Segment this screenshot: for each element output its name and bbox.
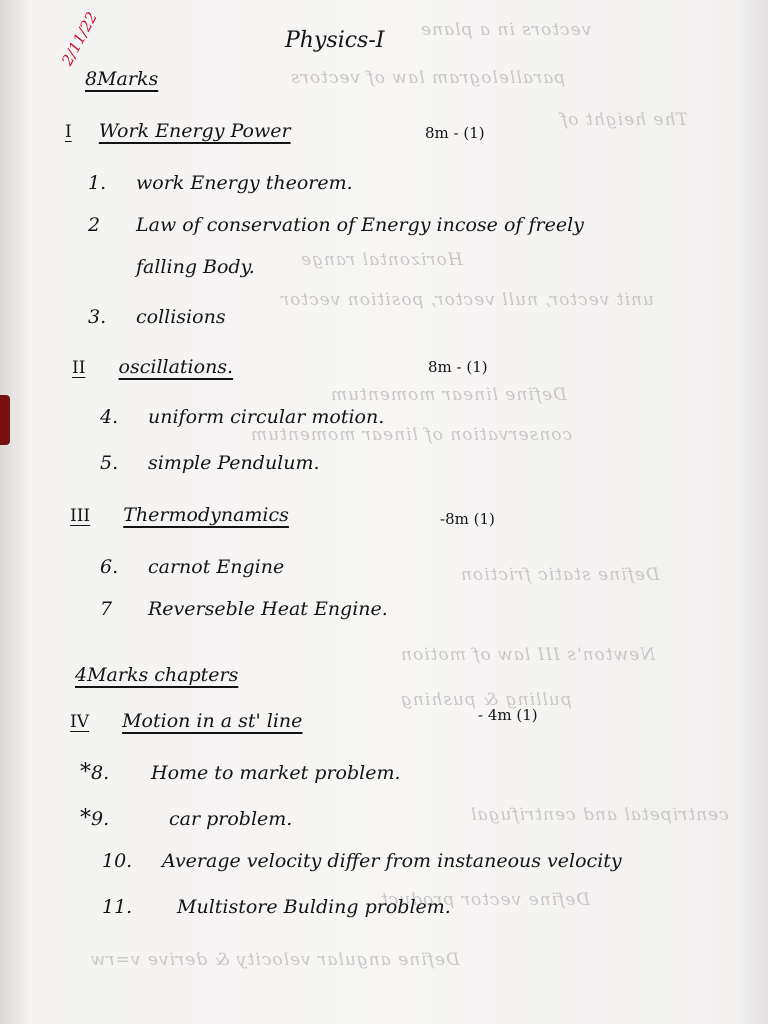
section-roman-numeral: II — [72, 358, 86, 378]
section-title: Work Energy Power — [98, 120, 291, 142]
heading-8-marks: 8Marks — [85, 68, 159, 90]
item-number: 11. — [102, 896, 133, 918]
section-header — [70, 504, 289, 526]
bleed-through-text: Define linear momentum — [330, 385, 567, 405]
bleed-through-text: The height of — [560, 110, 688, 130]
item-number: 8. — [91, 762, 110, 784]
section-title: Thermodynamics — [123, 504, 289, 526]
list-item — [80, 760, 401, 785]
item-number: 7 — [100, 598, 113, 620]
bleed-through-text: Horizontal range — [300, 250, 463, 270]
section-roman-numeral: I — [65, 122, 72, 142]
bleed-through-text: pulling & pushing — [400, 690, 572, 710]
item-number: 2 — [88, 214, 101, 236]
bleed-through-text: parallelogram law of vectors — [290, 68, 566, 88]
bleed-through-text: Define static friction — [460, 565, 660, 585]
section-marks: 8m - (1) — [428, 358, 488, 376]
list-item — [102, 896, 451, 918]
item-number: 5. — [100, 452, 119, 474]
item-text: collisions — [136, 306, 226, 328]
section-title: oscillations. — [118, 356, 234, 378]
bleed-through-text: unit vector, null vector, position vector — [280, 290, 654, 310]
section-header — [70, 710, 302, 732]
section-header — [72, 356, 233, 378]
list-item — [88, 214, 584, 236]
item-text: uniform circular motion. — [148, 406, 385, 428]
item-number: 9. — [91, 808, 110, 830]
section-marks: 8m - (1) — [425, 124, 485, 142]
item-text: falling Body. — [136, 256, 255, 278]
item-text: Average velocity differ from instaneous velocity — [162, 850, 622, 872]
item-number: 1. — [88, 172, 107, 194]
item-text: simple Pendulum. — [148, 452, 320, 474]
page-title: Physics-I — [285, 28, 385, 53]
bleed-through-text: vectors in a plane — [420, 20, 592, 40]
item-number: 10. — [102, 850, 133, 872]
item-text: work Energy theorem. — [136, 172, 353, 194]
star-mark: * — [80, 760, 91, 785]
item-text: car problem. — [169, 808, 293, 830]
heading-4-marks: 4Marks chapters — [75, 664, 239, 686]
list-item — [88, 256, 255, 278]
list-item — [100, 452, 320, 474]
list-item — [100, 598, 388, 620]
item-number: 3. — [88, 306, 107, 328]
item-text: carnot Engine — [148, 556, 285, 578]
bleed-through-text: Define vector product — [380, 890, 591, 910]
list-item — [88, 172, 353, 194]
date-note: 2/11/22 — [58, 8, 102, 69]
list-item — [100, 406, 384, 428]
list-item — [88, 306, 226, 328]
list-item — [100, 556, 284, 578]
section-marks: - 4m (1) — [478, 706, 538, 724]
section-roman-numeral: III — [70, 506, 91, 526]
list-item — [102, 850, 622, 872]
item-text: Multistore Bulding problem. — [177, 896, 451, 918]
notebook-binding — [0, 395, 10, 445]
bleed-through-text: centripetal and centrifugal — [470, 805, 729, 825]
section-marks: -8m (1) — [440, 510, 495, 528]
item-number: 6. — [100, 556, 119, 578]
item-text: Reverseble Heat Engine. — [148, 598, 388, 620]
section-title: Motion in a st' line — [122, 710, 303, 732]
section-header — [65, 120, 291, 142]
item-number: 4. — [100, 406, 119, 428]
list-item — [80, 806, 292, 831]
item-text: Law of conservation of Energy incose of freely — [136, 214, 584, 236]
item-text: Home to market problem. — [151, 762, 401, 784]
section-roman-numeral: IV — [70, 712, 89, 732]
bleed-through-text: Define angular velocity & derive v=rw — [90, 950, 460, 970]
star-mark: * — [80, 806, 91, 831]
bleed-through-text: conservation of linear momentum — [250, 425, 573, 445]
bleed-through-text: Newton's III law of motion — [400, 645, 656, 665]
